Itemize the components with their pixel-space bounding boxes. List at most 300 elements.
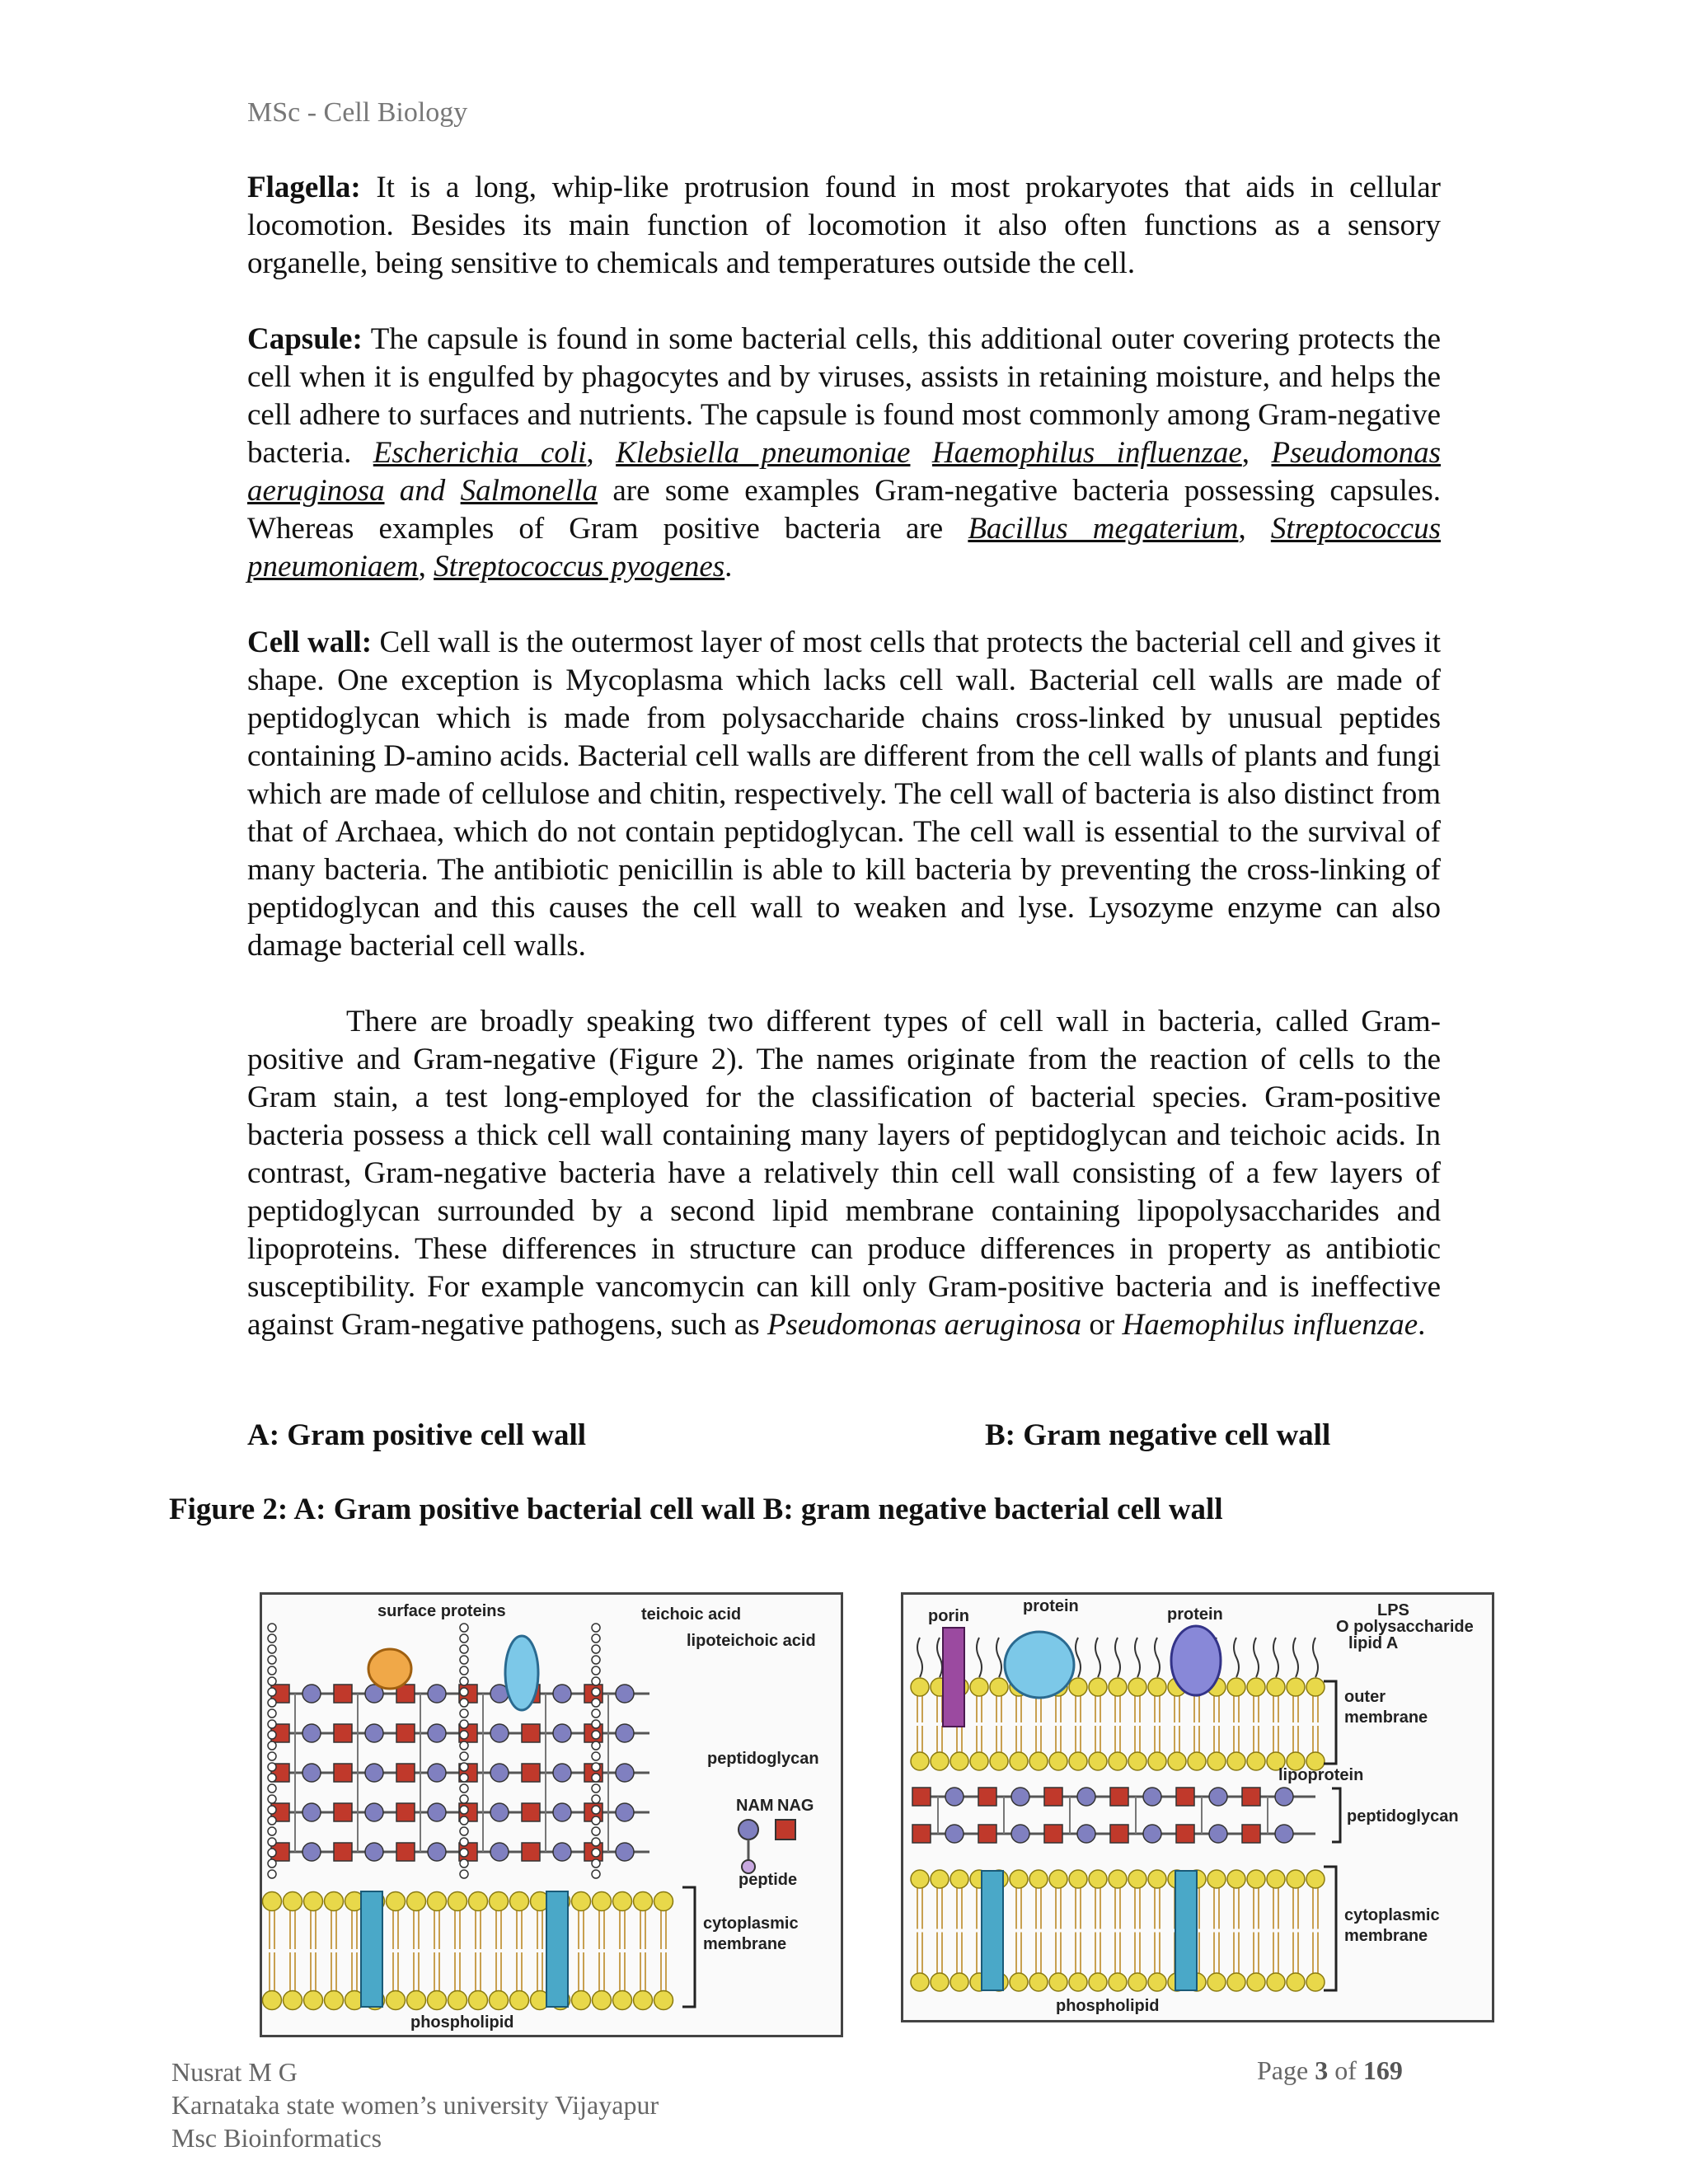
nam-unit xyxy=(553,1685,571,1703)
membrane-channel xyxy=(982,1871,1003,1990)
lipid-head xyxy=(931,1870,949,1888)
nag-unit xyxy=(396,1843,415,1861)
lps-chain xyxy=(917,1638,922,1677)
nam-unit xyxy=(1011,1825,1029,1843)
lps-chain xyxy=(937,1638,942,1677)
nam-key-shape xyxy=(738,1820,758,1840)
lipid-head xyxy=(1049,1870,1067,1888)
teichoic-bead xyxy=(268,1838,276,1846)
label-membrane: membrane xyxy=(703,1935,787,1953)
lipid-head xyxy=(1089,1870,1107,1888)
label-porin: porin xyxy=(928,1607,969,1625)
teichoic-bead xyxy=(268,1634,276,1643)
teichoic-bead xyxy=(460,1859,468,1868)
lipid-head xyxy=(1109,1752,1127,1770)
lipid-head xyxy=(1168,1752,1186,1770)
teichoic-bead xyxy=(268,1763,276,1771)
lipid-head xyxy=(1069,1870,1087,1888)
teichoic-bead xyxy=(592,1752,600,1760)
peptidoglycan-layer xyxy=(912,1788,1315,1843)
lipid-head xyxy=(654,1991,673,2010)
nag-unit xyxy=(334,1803,352,1821)
lipid-head xyxy=(911,1973,929,1991)
lipid-head xyxy=(407,1892,426,1911)
label-protein: protein xyxy=(1167,1605,1223,1624)
species-link[interactable]: Escherichia coli xyxy=(373,436,587,470)
lipid-head xyxy=(490,1892,509,1911)
lipid-head xyxy=(304,1892,323,1911)
gram-positive-svg xyxy=(262,1595,841,2035)
lipid-head xyxy=(1267,1678,1285,1696)
lps-chain xyxy=(1273,1638,1278,1677)
nam-unit xyxy=(1077,1825,1095,1843)
teichoic-bead xyxy=(268,1806,276,1814)
footer-author: Nusrat M G xyxy=(171,2057,298,2087)
lipid-head xyxy=(510,1991,529,2010)
lipid-head xyxy=(1109,1678,1127,1696)
nam-unit xyxy=(1143,1788,1161,1806)
nam-unit xyxy=(1275,1825,1293,1843)
teichoic-bead xyxy=(460,1741,468,1750)
lipid-head xyxy=(1010,1752,1028,1770)
nag-unit xyxy=(1044,1825,1062,1843)
lipid-head xyxy=(613,1892,632,1911)
lipid-head xyxy=(1188,1752,1206,1770)
teichoic-bead xyxy=(460,1634,468,1643)
lipid-head xyxy=(1109,1870,1127,1888)
label-surface-proteins: surface proteins xyxy=(377,1602,506,1620)
label-lipoteichoic-acid: lipoteichoic acid xyxy=(687,1632,816,1650)
lipid-head xyxy=(448,1892,467,1911)
protein-shape xyxy=(1005,1632,1074,1698)
lipid-head xyxy=(1128,1752,1146,1770)
lipid-head xyxy=(510,1892,529,1911)
lipid-head xyxy=(1287,1973,1305,1991)
peptidoglycan-lattice xyxy=(268,1624,649,1878)
label-cytoplasmic: cytoplasmic xyxy=(1344,1906,1440,1924)
nam-unit xyxy=(302,1685,321,1703)
lipid-head xyxy=(284,1892,302,1911)
teichoic-bead xyxy=(460,1763,468,1771)
nam-unit xyxy=(616,1764,634,1782)
sublabel-b: B: Gram negative cell wall xyxy=(985,1418,1331,1452)
outer-membrane-bilayer xyxy=(911,1638,1325,1770)
lipid-head xyxy=(1029,1973,1048,1991)
lipid-head xyxy=(911,1752,929,1770)
nam-unit xyxy=(616,1843,634,1861)
lipid-head xyxy=(990,1678,1008,1696)
membrane-bracket xyxy=(682,1887,695,2007)
lipid-head xyxy=(1207,1870,1226,1888)
lipid-head xyxy=(1227,1678,1245,1696)
teichoic-bead xyxy=(268,1656,276,1664)
teichoic-bead xyxy=(592,1838,600,1846)
lipid-head xyxy=(1128,1678,1146,1696)
nam-unit xyxy=(365,1764,383,1782)
species-link[interactable]: Klebsiella pneumoniae xyxy=(616,436,911,470)
nag-unit xyxy=(912,1788,931,1806)
lps-chain xyxy=(1076,1638,1081,1677)
teichoic-bead xyxy=(268,1774,276,1782)
teichoic-bead xyxy=(268,1720,276,1728)
footer-program: Msc Bioinformatics xyxy=(171,2123,382,2153)
nag-unit xyxy=(1242,1788,1260,1806)
lipid-head xyxy=(572,1991,591,2010)
membrane-channel xyxy=(361,1891,382,2007)
nam-unit xyxy=(428,1764,446,1782)
lipid-head xyxy=(387,1991,406,2010)
nag-unit xyxy=(1110,1788,1128,1806)
teichoic-bead xyxy=(592,1688,600,1696)
species-link[interactable]: Bacillus megaterium xyxy=(968,512,1239,546)
teichoic-bead xyxy=(460,1656,468,1664)
nam-unit xyxy=(1077,1788,1095,1806)
nag-unit xyxy=(522,1724,540,1742)
teichoic-bead xyxy=(592,1859,600,1868)
label-outer: outer xyxy=(1344,1688,1386,1706)
nam-unit xyxy=(428,1803,446,1821)
nam-unit xyxy=(1209,1825,1227,1843)
nag-unit xyxy=(1176,1825,1194,1843)
nam-unit xyxy=(302,1803,321,1821)
lipid-head xyxy=(634,1991,653,2010)
lipid-head xyxy=(950,1973,968,1991)
teichoic-bead xyxy=(460,1774,468,1782)
teichoic-bead xyxy=(460,1677,468,1685)
lipid-head xyxy=(1227,1973,1245,1991)
label-lps: LPS xyxy=(1377,1601,1409,1619)
lipid-head xyxy=(1069,1973,1087,1991)
lipid-head xyxy=(911,1678,929,1696)
nam-unit xyxy=(490,1803,509,1821)
label-nag: NAG xyxy=(777,1797,814,1815)
teichoic-bead xyxy=(592,1849,600,1857)
teichoic-bead xyxy=(592,1795,600,1803)
cytoplasmic-bracket xyxy=(1324,1867,1336,1990)
teichoic-bead xyxy=(460,1838,468,1846)
lipid-head xyxy=(1306,1870,1325,1888)
teichoic-bead xyxy=(460,1624,468,1632)
teichoic-bead xyxy=(460,1645,468,1653)
page-number: Page 3 of 169 xyxy=(1257,2055,1403,2085)
nam-unit xyxy=(1011,1788,1029,1806)
lipid-head xyxy=(1287,1870,1305,1888)
label-o-polysaccharide: O polysaccharide xyxy=(1336,1618,1474,1636)
teichoic-bead xyxy=(268,1784,276,1793)
lipid-head xyxy=(1128,1870,1146,1888)
teichoic-bead xyxy=(268,1827,276,1835)
lipid-head xyxy=(593,1991,612,2010)
body-text xyxy=(247,169,1441,1382)
flagella-paragraph: Flagella: It is a long, whip-like protrusion found in most prokaryotes that aids in cellular locomotion. Besides its main function of locomotion it also often functions as a sensory organelle, being sensitive to chemicals and temperatures outside the cell. xyxy=(247,171,1441,280)
lipid-head xyxy=(1247,1752,1265,1770)
lipid-head xyxy=(469,1991,488,2010)
lipid-head xyxy=(1227,1870,1245,1888)
surface-protein-shape xyxy=(505,1636,538,1710)
lipid-head xyxy=(970,1752,988,1770)
lipid-head xyxy=(1029,1870,1048,1888)
nag-unit xyxy=(1176,1788,1194,1806)
nam-unit xyxy=(428,1843,446,1861)
teichoic-bead xyxy=(592,1666,600,1675)
teichoic-bead xyxy=(460,1709,468,1718)
label-cytoplasmic: cytoplasmic xyxy=(703,1915,799,1933)
lps-chain xyxy=(1135,1638,1140,1677)
nam-unit xyxy=(1209,1788,1227,1806)
lipid-head xyxy=(1227,1752,1245,1770)
nag-unit xyxy=(1242,1825,1260,1843)
porin-shape xyxy=(943,1628,964,1727)
lipid-head xyxy=(428,1991,447,2010)
lipid-head xyxy=(931,1973,949,1991)
sublabel-a: A: Gram positive cell wall xyxy=(247,1418,587,1452)
lipid-head xyxy=(1207,1973,1226,1991)
lipid-head xyxy=(654,1892,673,1911)
teichoic-bead xyxy=(592,1816,600,1825)
lipid-head xyxy=(1287,1678,1305,1696)
lipid-head xyxy=(1010,1870,1028,1888)
lipid-head xyxy=(1267,1973,1285,1991)
lipid-head xyxy=(1089,1973,1107,1991)
lipid-head xyxy=(634,1892,653,1911)
teichoic-bead xyxy=(592,1677,600,1685)
teichoic-bead xyxy=(460,1731,468,1739)
nag-unit xyxy=(912,1825,931,1843)
lipid-head xyxy=(490,1991,509,2010)
nam-unit xyxy=(1275,1788,1293,1806)
nam-unit xyxy=(1143,1825,1161,1843)
lipid-head xyxy=(1247,1870,1265,1888)
nag-unit xyxy=(522,1803,540,1821)
gram-negative-diagram xyxy=(901,1592,1494,2022)
teichoic-bead xyxy=(268,1677,276,1685)
label-phospholipid: phospholipid xyxy=(1056,1997,1160,2015)
teichoic-bead xyxy=(592,1699,600,1707)
lipid-head xyxy=(263,1892,282,1911)
teichoic-bead xyxy=(592,1741,600,1750)
lipid-head xyxy=(931,1752,949,1770)
teichoic-bead xyxy=(268,1870,276,1878)
nam-unit xyxy=(616,1685,634,1703)
species-link[interactable]: Salmonella xyxy=(460,474,598,508)
lipid-head xyxy=(325,1892,344,1911)
nag-unit xyxy=(396,1764,415,1782)
lipid-head xyxy=(1069,1678,1087,1696)
teichoic-bead xyxy=(268,1709,276,1718)
teichoic-bead xyxy=(592,1634,600,1643)
label-phospholipid: phospholipid xyxy=(410,2013,514,2032)
lipid-head xyxy=(1069,1752,1087,1770)
teichoic-bead xyxy=(460,1688,468,1696)
teichoic-bead xyxy=(592,1774,600,1782)
teichoic-bead xyxy=(592,1827,600,1835)
teichoic-bead xyxy=(460,1806,468,1814)
lipid-head xyxy=(469,1892,488,1911)
peptidoglycan-bracket xyxy=(1332,1788,1340,1842)
label-peptidoglycan: peptidoglycan xyxy=(707,1750,819,1768)
lipid-head xyxy=(1148,1870,1166,1888)
lipid-head xyxy=(1148,1973,1166,1991)
lipid-head xyxy=(1128,1973,1146,1991)
teichoic-bead xyxy=(460,1816,468,1825)
lps-chain xyxy=(1115,1638,1120,1677)
teichoic-bead xyxy=(268,1816,276,1825)
nag-unit xyxy=(334,1843,352,1861)
cytoplasmic-membrane-bilayer xyxy=(263,1891,673,2010)
surface-protein-shape xyxy=(368,1649,411,1689)
nam-unit xyxy=(428,1724,446,1742)
lps-chain xyxy=(977,1638,982,1677)
teichoic-bead xyxy=(460,1849,468,1857)
species-link[interactable]: Streptococcus pneumoniaem xyxy=(247,512,1441,583)
teichoic-bead xyxy=(268,1699,276,1707)
nam-unit xyxy=(945,1825,964,1843)
species-link[interactable]: Pseudomonas aeruginosa xyxy=(247,436,1442,508)
nam-unit xyxy=(365,1724,383,1742)
teichoic-bead xyxy=(460,1699,468,1707)
lipid-head xyxy=(970,1678,988,1696)
nag-unit xyxy=(396,1803,415,1821)
nag-unit xyxy=(978,1788,996,1806)
teichoic-bead xyxy=(268,1795,276,1803)
lps-chain xyxy=(1254,1638,1259,1677)
label-peptidoglycan: peptidoglycan xyxy=(1347,1807,1459,1825)
lipid-head xyxy=(304,1991,323,2010)
nag-unit xyxy=(522,1764,540,1782)
nam-unit xyxy=(302,1764,321,1782)
lipid-head xyxy=(325,1991,344,2010)
capsule-term: Capsule: xyxy=(247,322,363,356)
label-nam: NAM xyxy=(736,1797,774,1815)
nam-unit xyxy=(490,1843,509,1861)
teichoic-bead xyxy=(268,1688,276,1696)
nam-unit xyxy=(553,1724,571,1742)
lipid-head xyxy=(1306,1678,1325,1696)
cytoplasmic-membrane-bilayer xyxy=(911,1870,1325,1991)
nam-unit xyxy=(302,1724,321,1742)
teichoic-bead xyxy=(460,1666,468,1675)
lipid-head xyxy=(428,1892,447,1911)
gram-positive-diagram xyxy=(260,1592,843,2037)
lipid-head xyxy=(1089,1752,1107,1770)
nag-unit xyxy=(396,1724,415,1742)
teichoic-bead xyxy=(592,1806,600,1814)
lps-chain xyxy=(1234,1638,1239,1677)
teichoic-bead xyxy=(268,1849,276,1857)
footer-author-block xyxy=(171,2055,659,2154)
label-lipid-a: lipid A xyxy=(1348,1634,1399,1652)
lipid-head xyxy=(1010,1973,1028,1991)
lipid-head xyxy=(1089,1678,1107,1696)
teichoic-bead xyxy=(460,1784,468,1793)
nag-unit xyxy=(1110,1825,1128,1843)
lipid-head xyxy=(1148,1752,1166,1770)
teichoic-bead xyxy=(460,1870,468,1878)
cellwall-term: Cell wall: xyxy=(247,626,373,659)
lps-chain xyxy=(1095,1638,1100,1677)
teichoic-bead xyxy=(592,1709,600,1718)
lipid-head xyxy=(1247,1973,1265,1991)
teichoic-bead xyxy=(592,1720,600,1728)
nag-unit xyxy=(978,1825,996,1843)
nam-unit xyxy=(945,1788,964,1806)
nag-key-shape xyxy=(776,1820,795,1840)
lipid-head xyxy=(950,1752,968,1770)
cellwall-paragraph: Cell wall: Cell wall is the outermost layer of most cells that protects the bacterial cell and gives it shape. One exception is Mycoplasma which lacks cell wall. Bacterial cell walls are made of peptidoglycan which is made from polysaccharide chains cross-linked by unusual peptides containing D-amino acids. Bacterial cell walls are different from the cell walls of plants and fungi which are made of cellulose and chitin, respectively. The cell wall of bacteria is also distinct from that of Archaea, which do not contain peptidoglycan. The cell wall is essential to the survival of many bacteria. The antibiotic penicillin is able to kill bacteria by preventing the cross-linking of peptidoglycan and this causes the cell wall to weaken and lyse. Lysozyme enzyme can also damage bacterial cell walls. xyxy=(247,626,1441,963)
protein-shape xyxy=(1171,1626,1221,1695)
label-peptide: peptide xyxy=(738,1871,798,1889)
nam-unit xyxy=(553,1803,571,1821)
teichoic-bead xyxy=(460,1720,468,1728)
teichoic-bead xyxy=(268,1741,276,1750)
teichoic-bead xyxy=(460,1752,468,1760)
label-teichoic-acid: teichoic acid xyxy=(641,1605,742,1624)
nam-unit xyxy=(553,1843,571,1861)
label-protein: protein xyxy=(1023,1597,1079,1615)
lipid-head xyxy=(1109,1973,1127,1991)
lps-chain xyxy=(1313,1638,1318,1677)
types-paragraph: There are broadly speaking two different types of cell wall in bacteria, called Gram-positive and Gram-negative (Figure 2). The names originate from the reaction of cells to the Gram stain, a test long-employed for the classification of bacterial species. Gram-positive bacteria possess a thick cell wall containing many layers of peptidoglycan and teichoic acids. In contrast, Gram-negative bacteria have a relatively thin cell wall consisting of a few layers of peptidoglycan surrounded by a second lipid membrane containing lipopolysaccharides and lipoproteins. These differences in structure can produce differences in property as antibiotic susceptibility. For example vancomycin can kill only Gram-positive bacteria and is ineffective against Gram-negative pathogens, such as Pseudomonas aeruginosa or Haemophilus influenzae. xyxy=(247,1005,1441,1342)
lipid-head xyxy=(448,1991,467,2010)
outer-membrane-bracket xyxy=(1324,1681,1336,1764)
label-outer-membrane: membrane xyxy=(1344,1708,1428,1727)
nam-unit xyxy=(490,1724,509,1742)
teichoic-bead xyxy=(460,1795,468,1803)
teichoic-bead xyxy=(592,1784,600,1793)
nag-unit xyxy=(1044,1788,1062,1806)
nam-unit xyxy=(553,1764,571,1782)
nam-unit xyxy=(616,1724,634,1742)
nag-unit xyxy=(522,1843,540,1861)
lipid-head xyxy=(572,1892,591,1911)
lipid-head xyxy=(1306,1973,1325,1991)
teichoic-bead xyxy=(268,1666,276,1675)
label-lipoprotein: lipoprotein xyxy=(1278,1766,1364,1784)
lipid-head xyxy=(1148,1678,1166,1696)
lipid-head xyxy=(593,1892,612,1911)
lipid-head xyxy=(1049,1752,1067,1770)
running-header: MSc - Cell Biology xyxy=(247,97,468,128)
teichoic-bead xyxy=(460,1827,468,1835)
lipid-head xyxy=(1049,1973,1067,1991)
nag-unit xyxy=(334,1685,352,1703)
nam-unit xyxy=(490,1764,509,1782)
nam-unit xyxy=(365,1843,383,1861)
lipid-head xyxy=(911,1870,929,1888)
teichoic-bead xyxy=(592,1624,600,1632)
lipid-head xyxy=(284,1991,302,2010)
flagella-term: Flagella: xyxy=(247,171,361,204)
capsule-paragraph: Capsule: The capsule is found in some bacterial cells, this additional outer covering protects the cell when it is engulfed by phagocytes and by viruses, assists in retaining moisture, and helps the cell adhere to surfaces and nutrients. The capsule is found most commonly among Gram-negative bacteria. Escherichia coli, Klebsiella pneumoniae Haemophilus influenzae, Pseudomonas aeruginosa and Salmonella are some examples Gram-negative bacteria possessing capsules. Whereas examples of Gram positive bacteria are Bacillus megaterium, Streptococcus pneumoniaem, Streptococcus pyogenes. xyxy=(247,322,1442,583)
lipid-head xyxy=(950,1870,968,1888)
teichoic-bead xyxy=(592,1763,600,1771)
lipid-head xyxy=(1029,1752,1048,1770)
nam-unit xyxy=(428,1685,446,1703)
nam-unit xyxy=(302,1843,321,1861)
teichoic-bead xyxy=(592,1645,600,1653)
lipid-head xyxy=(263,1991,282,2010)
lipid-head xyxy=(1247,1678,1265,1696)
nag-unit xyxy=(334,1764,352,1782)
lps-chain xyxy=(996,1638,1001,1677)
species-link[interactable]: Streptococcus pyogenes xyxy=(434,550,725,583)
lipid-head xyxy=(1207,1752,1226,1770)
teichoic-bead xyxy=(268,1645,276,1653)
lps-chain xyxy=(1293,1638,1298,1677)
lipid-head xyxy=(407,1991,426,2010)
species-link[interactable]: Haemophilus influenzae xyxy=(931,436,1242,470)
teichoic-bead xyxy=(268,1859,276,1868)
